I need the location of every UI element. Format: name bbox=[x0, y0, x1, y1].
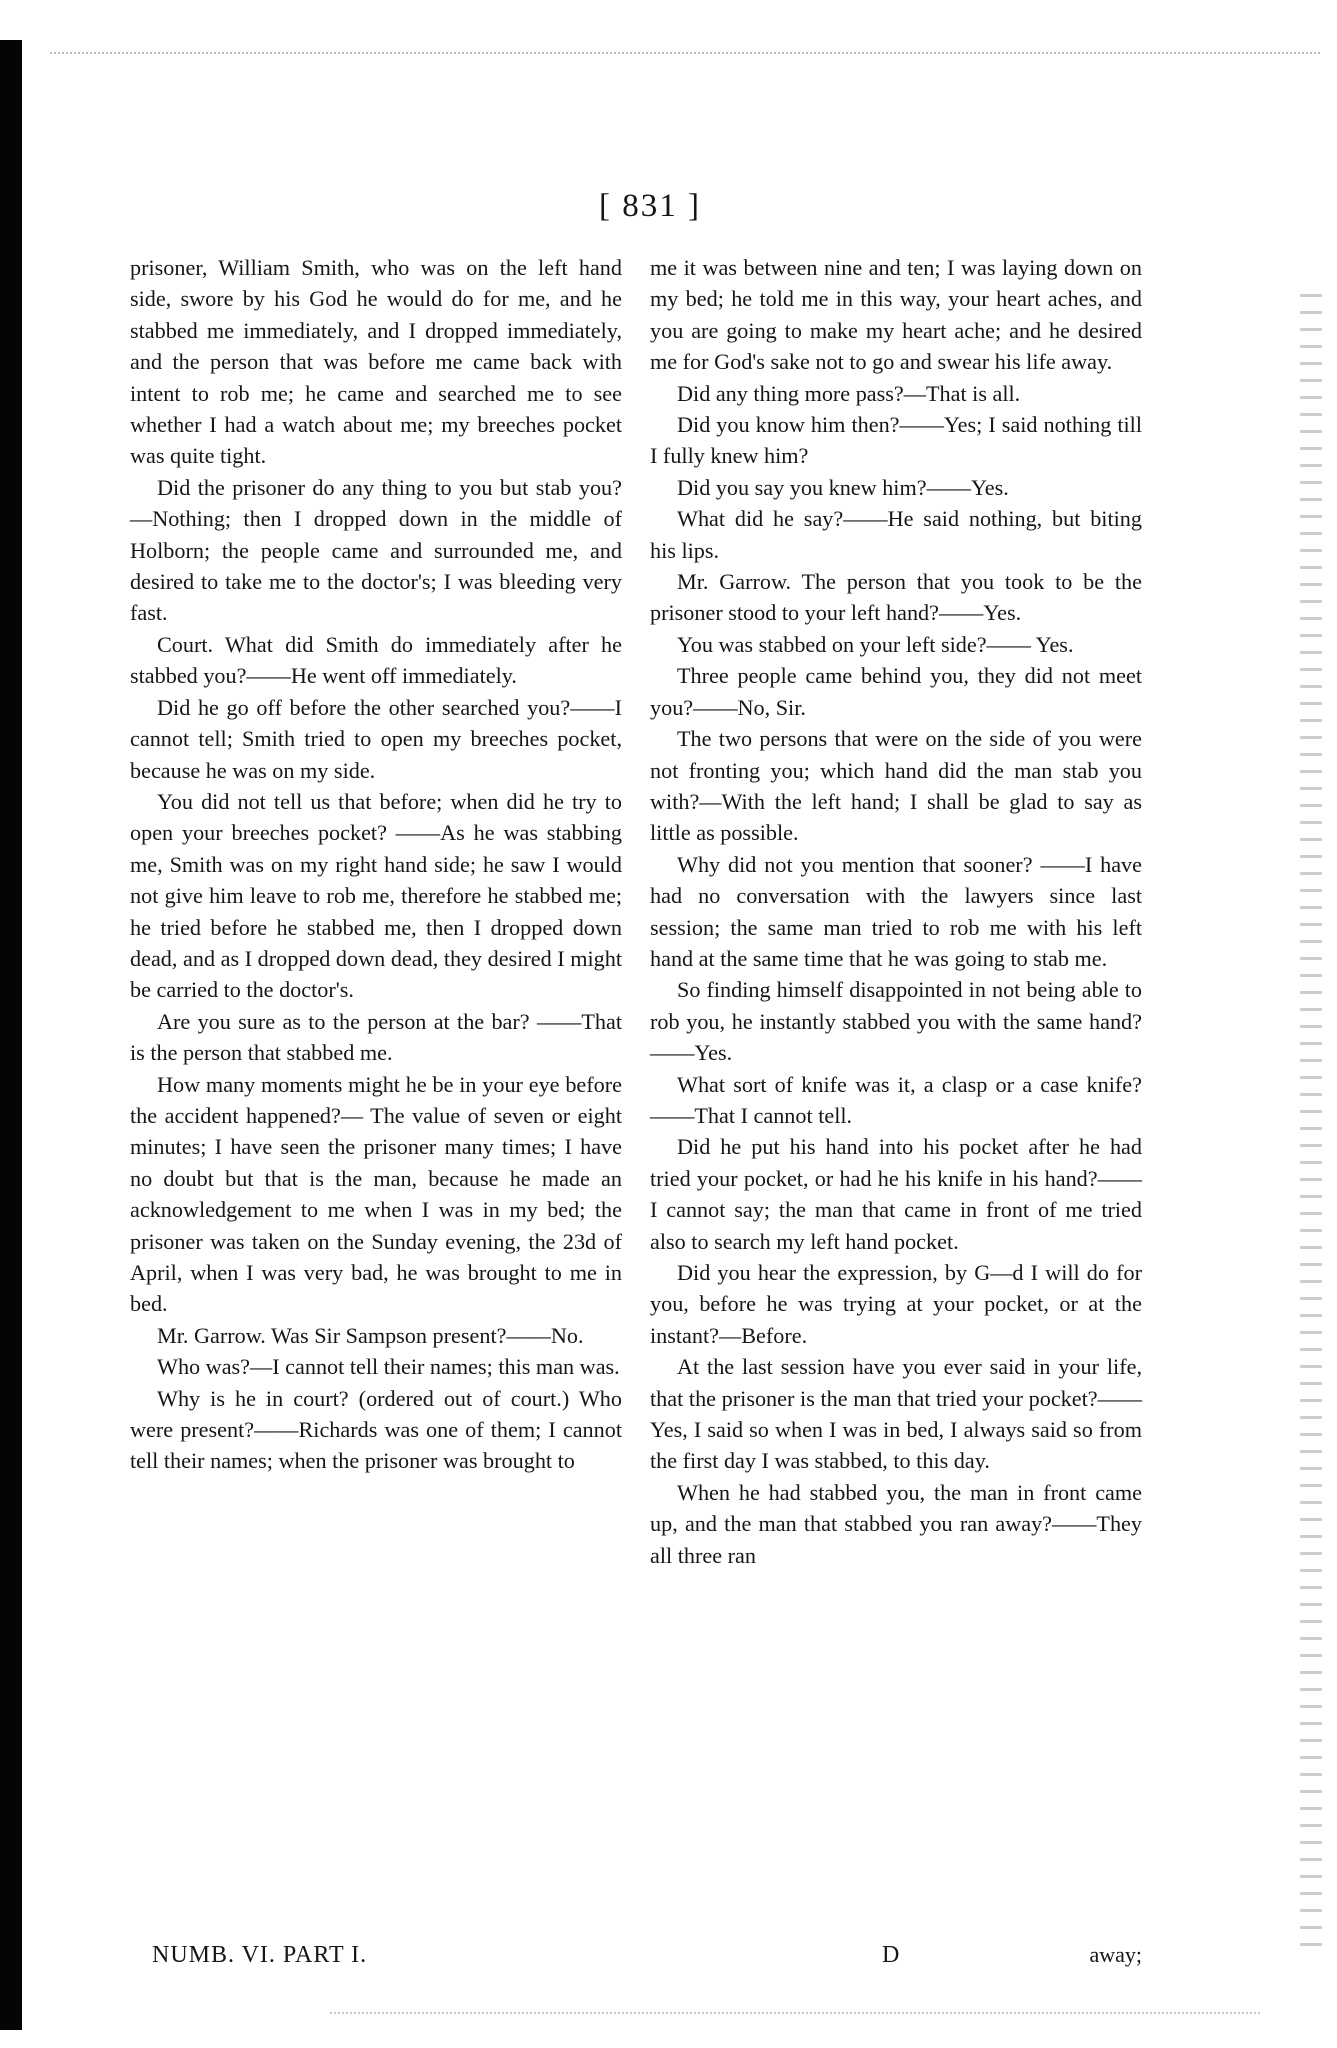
binding-shadow bbox=[0, 40, 22, 2030]
paragraph: Did any thing more pass?—That is all. bbox=[677, 380, 1021, 406]
right-column bbox=[650, 252, 1142, 1571]
paragraph: Did he put his hand into his pocket after he had tried your pocket, or had he his knife in his hand?——I cannot say; the man that came in front of me tried also to search my left hand pocket. bbox=[650, 1134, 1142, 1254]
paragraph: Mr. Garrow. Was Sir Sampson present?——No. bbox=[157, 1322, 584, 1348]
paragraph: Mr. Garrow. The person that you took to be the prisoner stood to your left hand?——Yes. bbox=[650, 569, 1142, 626]
paragraph: me it was between nine and ten; I was laying down on my bed; he told me in this way, your heart aches, and you are going to make my heart ache; and he desired me for God's sake not to go and swear his life away. bbox=[650, 255, 1142, 375]
paragraph: Why is he in court? (ordered out of court.) Who were present?——Richards was one of them; I cannot tell their names; when the prisoner was brought to bbox=[130, 1385, 622, 1474]
signature-letter: D bbox=[882, 1942, 900, 1968]
paragraph: Court. What did Smith do immediately after he stabbed you?——He went off immediately. bbox=[130, 631, 622, 689]
paragraph: Are you sure as to the person at the bar? ——That is the person that stabbed me. bbox=[130, 1008, 622, 1066]
paragraph: How many moments might he be in your eye before the accident happened?— The value of seven or eight minutes; I have seen the prisoner many times; I have no doubt but that is the man, because he made an acknowledgement to me when I was in my bed; the prisoner was taken on the Sunday evening, the 23d of April, when I was very bad, he was brought to me in bed. bbox=[130, 1071, 622, 1317]
paragraph: Three people came behind you, they did not meet you?——No, Sir. bbox=[650, 663, 1142, 720]
page-header bbox=[0, 188, 1240, 225]
page-number: [ 831 ] bbox=[599, 188, 701, 224]
paragraph: What did he say?——He said nothing, but biting his lips. bbox=[650, 506, 1142, 563]
scan-noise-top bbox=[50, 52, 1320, 72]
paragraph: What sort of knife was it, a clasp or a case knife?——That I cannot tell. bbox=[650, 1071, 1142, 1128]
paragraph: Did the prisoner do any thing to you but stab you?—Nothing; then I dropped down in the middle of Holborn; the people came and surrounded me, and desired to take me to the doctor's; I was bleeding very fast. bbox=[130, 474, 622, 626]
paragraph: Who was?—I cannot tell their names; this man was. bbox=[157, 1354, 620, 1380]
paragraph: Did you say you knew him?——Yes. bbox=[677, 474, 1009, 500]
paragraph: Did you hear the expression, by G—d I will do for you, before he was trying at your pocket, or at the instant?—Before. bbox=[650, 1260, 1142, 1348]
scan-noise-bottom bbox=[330, 2012, 1260, 2018]
paragraph: You did not tell us that before; when did he try to open your breeches pocket? ——As he was stabbing me, Smith was on my right hand side; he saw I would not give him leave to rob me, therefore he stabbed me; he tried before he stabbed me, then I dropped down dead, and as I dropped down dead, they desired I might be carried to the doctor's. bbox=[130, 788, 622, 1003]
scan-edge-right bbox=[1300, 280, 1322, 1960]
paragraph: prisoner, William Smith, who was on the left hand side, swore by his God he would do for me, and he stabbed me immediately, and I dropped immediately, and the person that was before me came back with intent to rob me; he came and searched me to see whether I had a watch about me; my breeches pocket was quite tight. bbox=[130, 255, 622, 469]
paragraph: So finding himself disappointed in not being able to rob you, he instantly stabbed you with the same hand?——Yes. bbox=[650, 977, 1142, 1066]
paragraph: Did he go off before the other searched you?——I cannot tell; Smith tried to open my breeches pocket, because he was on my side. bbox=[130, 694, 622, 783]
paragraph: At the last session have you ever said in your life, that the prisoner is the man that tried your pocket?——Yes, I said so when I was in bed, I always said so from the first day I was stabbed, to this day. bbox=[650, 1354, 1142, 1474]
page-footer bbox=[130, 1942, 1142, 1976]
left-column bbox=[130, 252, 622, 1477]
paragraph: The two persons that were on the side of you were not fronting you; which hand did the man stab you with?—With the left hand; I shall be glad to say as little as possible. bbox=[650, 726, 1142, 846]
paragraph: When he had stabbed you, the man in front came up, and the man that stabbed you ran away?——They all three ran bbox=[650, 1479, 1142, 1568]
paragraph: You was stabbed on your left side?—— Yes. bbox=[677, 631, 1074, 657]
signature-mark: NUMB. VI. PART I. bbox=[152, 1942, 368, 1968]
paragraph: Did you know him then?——Yes; I said nothing till I fully knew him? bbox=[650, 412, 1142, 469]
catchword: away; bbox=[1089, 1942, 1142, 1967]
paragraph: Why did not you mention that sooner? ——I have had no conversation with the lawyers since last session; the same man tried to rob me with his left hand at the same time that he was going to stab me. bbox=[650, 851, 1142, 971]
